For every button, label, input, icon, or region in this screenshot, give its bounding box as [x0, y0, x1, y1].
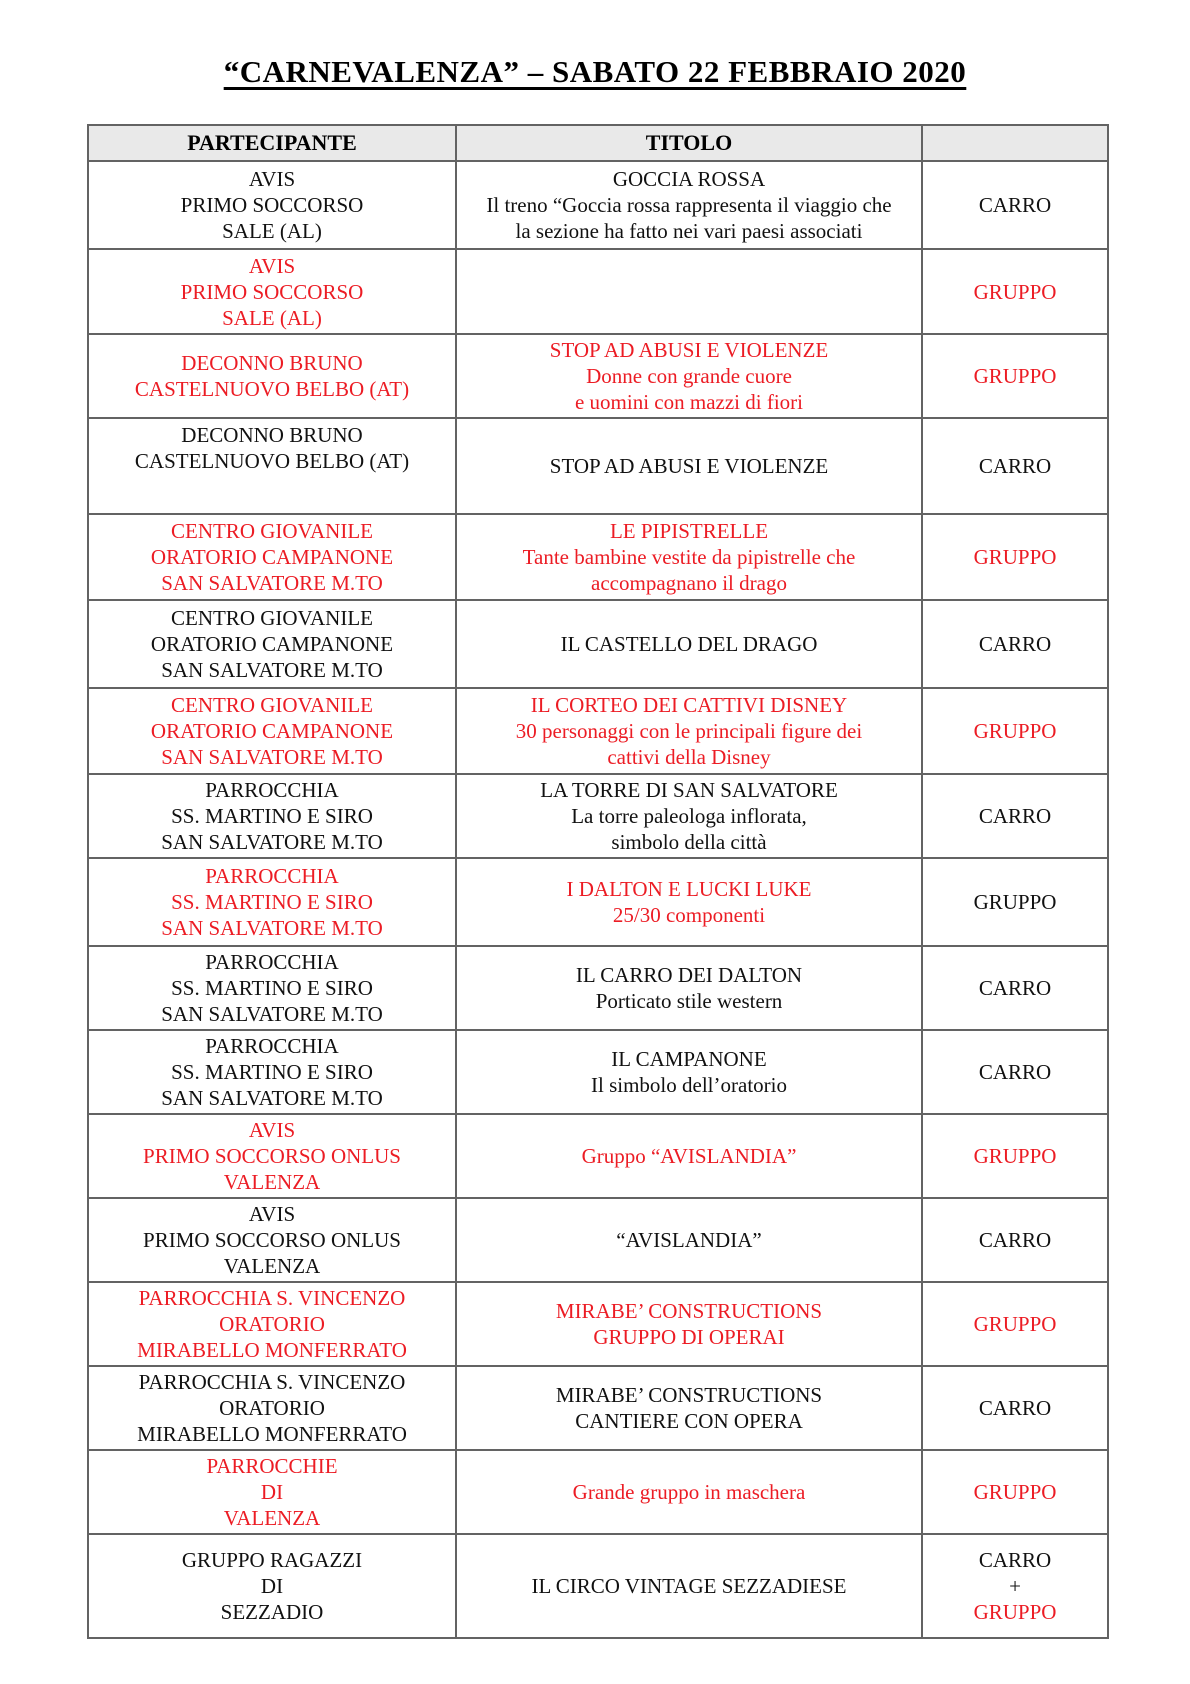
- type-line: CARRO: [978, 1060, 1052, 1084]
- type-cell: [922, 1534, 1108, 1638]
- title-line: cattivi della Disney: [607, 745, 771, 769]
- participant-cell: [88, 774, 456, 858]
- type-line: CARRO: [978, 632, 1052, 656]
- table-row: [88, 249, 1108, 334]
- participant-line: SAN SALVATORE M.TO: [161, 1086, 383, 1110]
- participant-cell: [88, 249, 456, 334]
- title-line: LE PIPISTRELLE: [609, 519, 769, 543]
- title-line: GRUPPO DI OPERAI: [593, 1325, 785, 1349]
- participant-line: SS. MARTINO E SIRO: [171, 976, 373, 1000]
- table-row: [88, 1534, 1108, 1638]
- table-row: [88, 1198, 1108, 1282]
- type-cell: [922, 946, 1108, 1030]
- title-line: e uomini con mazzi di fiori: [574, 390, 804, 414]
- participant-line: ORATORIO CAMPANONE: [150, 545, 394, 569]
- participant-line: VALENZA: [223, 1170, 321, 1194]
- title-line: IL CASTELLO DEL DRAGO: [560, 632, 818, 656]
- participant-line: SALE (AL): [222, 305, 322, 330]
- title-line: IL CIRCO VINTAGE SEZZADIESE: [531, 1574, 847, 1598]
- type-line: CARRO: [978, 193, 1052, 217]
- title-line: Il simbolo dell’oratorio: [591, 1073, 787, 1097]
- type-line: GRUPPO: [973, 1600, 1057, 1624]
- type-cell: [922, 1366, 1108, 1450]
- type-line: GRUPPO: [973, 364, 1057, 388]
- type-cell: [922, 774, 1108, 858]
- type-cell: [922, 1030, 1108, 1114]
- title-line: accompagnano il drago: [591, 571, 787, 595]
- participant-line: DI: [260, 1480, 284, 1504]
- participant-line: SAN SALVATORE M.TO: [161, 1002, 383, 1026]
- title-cell: [456, 249, 922, 334]
- type-cell: [922, 1450, 1108, 1534]
- participant-line: MIRABELLO MONFERRATO: [137, 1422, 407, 1446]
- type-cell: [922, 249, 1108, 334]
- participant-cell: [88, 418, 456, 514]
- title-line: IL CORTEO DEI CATTIVI DISNEY: [530, 693, 848, 717]
- table-row: [88, 334, 1108, 418]
- participant-cell: [88, 858, 456, 946]
- type-line: CARRO: [978, 976, 1052, 1000]
- participant-line: AVIS: [248, 1118, 296, 1142]
- type-line: GRUPPO: [973, 1480, 1057, 1504]
- title-cell: [456, 858, 922, 946]
- participant-line: SS. MARTINO E SIRO: [171, 804, 373, 828]
- participant-line: SAN SALVATORE M.TO: [161, 658, 383, 682]
- type-cell: [922, 418, 1108, 514]
- title-line: IL CAMPANONE: [611, 1047, 767, 1071]
- participant-cell: [88, 1030, 456, 1114]
- header-type: [922, 125, 1108, 161]
- title-line: Porticato stile western: [595, 989, 783, 1013]
- title-cell: [456, 946, 922, 1030]
- participant-line: SAN SALVATORE M.TO: [161, 916, 383, 940]
- participant-cell: [88, 1366, 456, 1450]
- participant-line: ORATORIO: [219, 1312, 325, 1336]
- title-line: IL CARRO DEI DALTON: [575, 963, 803, 987]
- participant-line: PARROCCHIA: [205, 1034, 339, 1058]
- type-cell: [922, 1282, 1108, 1366]
- participant-line: SS. MARTINO E SIRO: [171, 1060, 373, 1084]
- type-cell: [922, 1198, 1108, 1282]
- type-cell: [922, 688, 1108, 774]
- participant-cell: [88, 334, 456, 418]
- title-cell: [456, 161, 922, 249]
- participant-line: SS. MARTINO E SIRO: [171, 890, 373, 914]
- participant-line: DECONNO BRUNO: [181, 351, 363, 375]
- type-line: GRUPPO: [973, 890, 1057, 914]
- type-line: +: [1009, 1574, 1021, 1598]
- participant-line: PARROCCHIA: [205, 778, 339, 802]
- table-row: [88, 1282, 1108, 1366]
- participant-line: ORATORIO CAMPANONE: [150, 719, 394, 743]
- title-cell: [456, 1534, 922, 1638]
- participant-line: AVIS: [248, 1202, 296, 1226]
- type-line: GRUPPO: [973, 279, 1057, 304]
- title-cell: [456, 418, 922, 514]
- type-line: CARRO: [978, 1396, 1052, 1420]
- table-header-row: [88, 125, 1108, 161]
- participant-cell: [88, 1282, 456, 1366]
- participant-line: PARROCCHIA: [205, 864, 339, 888]
- table-row: [88, 418, 1108, 514]
- title-line: La torre paleologa inflorata,: [571, 804, 807, 828]
- title-cell: [456, 334, 922, 418]
- table-row: [88, 1030, 1108, 1114]
- type-cell: [922, 161, 1108, 249]
- type-cell: [922, 600, 1108, 688]
- table-row: [88, 600, 1108, 688]
- title-line: STOP AD ABUSI E VIOLENZE: [549, 338, 829, 362]
- table-row: [88, 514, 1108, 600]
- table-row: [88, 161, 1108, 249]
- type-cell: [922, 514, 1108, 600]
- participant-line: PRIMO SOCCORSO ONLUS: [143, 1228, 401, 1252]
- participant-line: PRIMO SOCCORSO ONLUS: [143, 1144, 401, 1168]
- participant-line: SAN SALVATORE M.TO: [161, 745, 383, 769]
- participant-line: CENTRO GIOVANILE: [170, 519, 373, 543]
- header-partecipante: PARTECIPANTE: [88, 125, 456, 161]
- type-line: CARRO: [978, 454, 1052, 478]
- participants-table: [87, 124, 1109, 1639]
- table-body: [88, 161, 1108, 1638]
- title-line: Il treno “Goccia rossa rappresenta il viaggio che: [486, 193, 892, 217]
- participant-line: CENTRO GIOVANILE: [170, 606, 373, 630]
- title-cell: [456, 688, 922, 774]
- participant-line: PARROCCHIA S. VINCENZO: [138, 1370, 406, 1394]
- table-row: [88, 688, 1108, 774]
- participant-cell: [88, 946, 456, 1030]
- title-line: GOCCIA ROSSA: [612, 167, 766, 191]
- title-line: 30 personaggi con le principali figure dei: [515, 719, 863, 743]
- participant-line: CASTELNUOVO BELBO (AT): [134, 377, 410, 401]
- title-line: Gruppo “AVISLANDIA”: [581, 1144, 797, 1168]
- participant-cell: [88, 1114, 456, 1198]
- participant-line: DECONNO BRUNO: [181, 423, 363, 447]
- participant-line: PARROCCHIE: [206, 1454, 338, 1478]
- type-line: CARRO: [978, 1228, 1052, 1252]
- header-titolo: TITOLO: [456, 125, 922, 161]
- participant-line: MIRABELLO MONFERRATO: [137, 1338, 407, 1362]
- participant-line: ORATORIO: [219, 1396, 325, 1420]
- table-row: [88, 946, 1108, 1030]
- participant-cell: [88, 688, 456, 774]
- participant-line: VALENZA: [223, 1254, 321, 1278]
- title-line: Donne con grande cuore: [586, 364, 792, 388]
- participant-line: SAN SALVATORE M.TO: [161, 571, 383, 595]
- participant-line: AVIS: [248, 253, 296, 278]
- participant-line: CASTELNUOVO BELBO (AT): [134, 449, 410, 473]
- type-line: GRUPPO: [973, 545, 1057, 569]
- participant-cell: [88, 1534, 456, 1638]
- table-row: [88, 858, 1108, 946]
- title-line: Tante bambine vestite da pipistrelle che: [522, 545, 856, 569]
- title-cell: [456, 1198, 922, 1282]
- participant-line: CENTRO GIOVANILE: [170, 693, 373, 717]
- title-cell: [456, 514, 922, 600]
- title-line: “AVISLANDIA”: [616, 1228, 762, 1252]
- type-line: CARRO: [978, 804, 1052, 828]
- participant-cell: [88, 600, 456, 688]
- title-line: MIRABE’ CONSTRUCTIONS: [555, 1299, 823, 1323]
- participant-line: DI: [260, 1574, 284, 1598]
- participant-line: VALENZA: [223, 1506, 321, 1530]
- participant-line: PRIMO SOCCORSO: [180, 193, 364, 217]
- participant-line: PRIMO SOCCORSO: [180, 279, 364, 304]
- title-cell: [456, 1366, 922, 1450]
- type-line: GRUPPO: [973, 1312, 1057, 1336]
- type-cell: [922, 1114, 1108, 1198]
- title-cell: [456, 1282, 922, 1366]
- title-line: LA TORRE DI SAN SALVATORE: [540, 778, 838, 802]
- participant-cell: [88, 1450, 456, 1534]
- title-cell: [456, 1450, 922, 1534]
- type-line: GRUPPO: [973, 1144, 1057, 1168]
- participant-line: PARROCCHIA: [205, 950, 339, 974]
- participant-line: SEZZADIO: [220, 1600, 324, 1624]
- table-row: [88, 1114, 1108, 1198]
- type-cell: [922, 334, 1108, 418]
- participant-cell: [88, 514, 456, 600]
- participant-line: PARROCCHIA S. VINCENZO: [138, 1286, 406, 1310]
- title-cell: [456, 1030, 922, 1114]
- type-cell: [922, 858, 1108, 946]
- title-cell: [456, 774, 922, 858]
- title-line: simbolo della città: [611, 830, 767, 854]
- title-cell: [456, 1114, 922, 1198]
- title-line: 25/30 componenti: [612, 903, 766, 927]
- title-line: I DALTON E LUCKI LUKE: [566, 877, 812, 901]
- title-line: CANTIERE CON OPERA: [575, 1409, 803, 1433]
- title-line: MIRABE’ CONSTRUCTIONS: [555, 1383, 823, 1407]
- participant-line: SAN SALVATORE M.TO: [161, 830, 383, 854]
- page-title: “CARNEVALENZA” – SABATO 22 FEBBRAIO 2020: [223, 54, 967, 89]
- table-row: [88, 774, 1108, 858]
- participant-line: AVIS: [248, 167, 296, 191]
- participant-line: SALE (AL): [222, 219, 322, 243]
- type-line: GRUPPO: [973, 719, 1057, 743]
- participant-cell: [88, 1198, 456, 1282]
- title-line: la sezione ha fatto nei vari paesi associati: [515, 219, 863, 243]
- table-row: [88, 1450, 1108, 1534]
- table-row: [88, 1366, 1108, 1450]
- title-line: Grande gruppo in maschera: [572, 1480, 806, 1504]
- title-cell: [456, 600, 922, 688]
- title-line: STOP AD ABUSI E VIOLENZE: [549, 454, 829, 478]
- participant-cell: [88, 161, 456, 249]
- participant-line: GRUPPO RAGAZZI: [181, 1548, 363, 1572]
- type-line: CARRO: [978, 1548, 1052, 1572]
- participant-line: ORATORIO CAMPANONE: [150, 632, 394, 656]
